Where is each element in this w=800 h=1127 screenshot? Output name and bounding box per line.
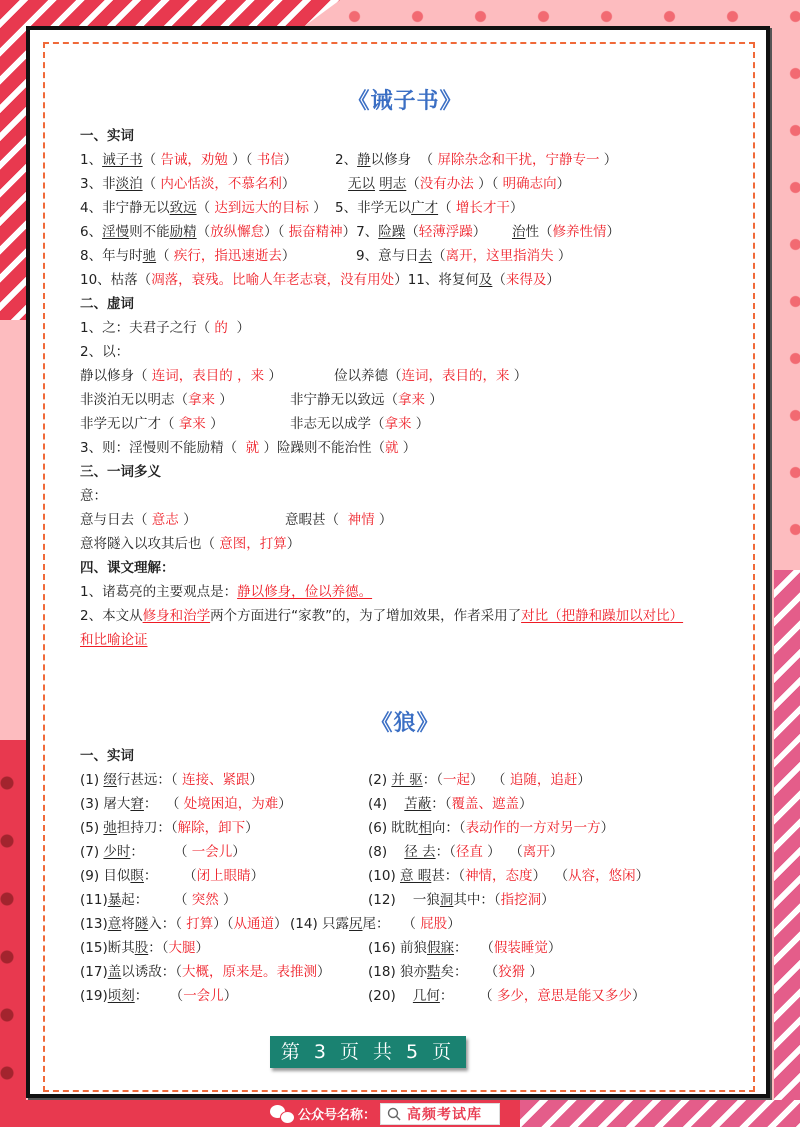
- lijie-line-2: 2、本文从修身和治学两个方面进行“家教”的，为了增加效果，作者采用了对比（把静和躁加以对比）: [80, 608, 684, 624]
- heading-lang-shici: 一、实词: [80, 748, 134, 764]
- duoyi-line-2: 意与日去（ 意志 ） 意暇甚（ 神情 ）: [80, 512, 393, 528]
- lang-row: [80, 840, 730, 864]
- xuci-line-1: 1、之：夫君子之行（ 的 ）: [80, 320, 250, 336]
- lang-item: (9) 目似瞑： （闭上眼睛）: [80, 868, 265, 884]
- lijie-line-3: 和比喻论证: [80, 632, 148, 648]
- lang-row: [80, 960, 730, 984]
- xuci-line-2: 2、以：: [80, 344, 130, 360]
- duoyi-line-1: 意：: [80, 488, 107, 504]
- lang-item: (20) 几何： （ 多少，意思是能又多少）: [368, 988, 646, 1004]
- lang-shici-list: [80, 768, 730, 1008]
- lang-item: (15)断其股：（大腿）: [80, 940, 209, 956]
- lang-row: [80, 864, 730, 888]
- wechat-icon: [270, 1105, 294, 1123]
- lang-item: (16) 前狼假寐： （假装睡觉）: [368, 940, 562, 956]
- lang-row: [80, 936, 730, 960]
- search-box[interactable]: 高频考试库: [380, 1103, 500, 1125]
- lang-item: (11)暴起： （ 突然 ）: [80, 892, 237, 908]
- lang-row: [80, 888, 730, 912]
- heading-lijie: 四、课文理解：: [80, 560, 175, 576]
- lang-item: (17)盖以诱敌：（大概，原来是。表推测）: [80, 964, 331, 980]
- duoyi-line-3: 意将隧入以攻其后也（ 意图，打算）: [80, 536, 301, 552]
- lang-item: (18) 狼亦黠矣： （狡猾 ）: [368, 964, 543, 980]
- heading-shici: 一、实词: [80, 128, 134, 144]
- section-title-lang: 《狼》: [370, 711, 440, 736]
- lang-item: (3) 屠大窘： （ 处境困迫，为难）: [80, 796, 292, 812]
- lijie-line-1: 1、诸葛亮的主要观点是：静以修身，俭以养德。: [80, 584, 373, 600]
- background-red-stripes-left: [0, 0, 26, 320]
- shici-row-4: 6、淫慢则不能励精（放纵懈怠）（ 振奋精神）7、险躁（轻薄浮躁） 治性（修养性情）: [80, 224, 620, 240]
- lang-item: (19)顷刻： （一会儿）: [80, 988, 238, 1004]
- heading-duoyi: 三、一词多义: [80, 464, 161, 480]
- background-pink-stripes-bottom: [520, 1100, 800, 1127]
- lang-item: (1) 缀行甚远：（ 连接、紧跟）: [80, 772, 263, 788]
- lang-row: [80, 984, 730, 1008]
- shici-row-3: 4、非宁静无以致远（ 达到远大的目标 ） 5、非学无以广才（ 增长才干）: [80, 200, 524, 216]
- lang-row: [80, 792, 730, 816]
- lang-item: (5) 弛担持刀：（解除，卸下）: [80, 820, 259, 836]
- xuci-line-6: 3、则：淫慢则不能励精（ 就 ）险躁则不能治性（就 ）: [80, 440, 417, 456]
- lang-row: [80, 816, 730, 840]
- xuci-line-5: 非学无以广才（ 拿来 ） 非志无以成学（拿来 ）: [80, 416, 430, 432]
- shici-row-6: 10、枯落（凋落，衰残。比喻人年老志衰，没有用处）11、将复何及（来得及）: [80, 272, 560, 288]
- lang-item: (7) 少时： （ 一会儿）: [80, 844, 246, 860]
- background-pink-stripes-right: [774, 570, 800, 1127]
- xuci-line-4: 非淡泊无以明志（拿来 ） 非宁静无以致远（拿来 ）: [80, 392, 443, 408]
- background-red-dots-left: [0, 740, 26, 1127]
- footer-bar: [270, 1100, 500, 1127]
- lang-item: (8) 径 去：（径直 ） （离开）: [368, 844, 564, 860]
- heading-xuci: 二、虚词: [80, 296, 134, 312]
- shici-row-1: 1、诫子书（ 告诫，劝勉 ）（ 书信） 2、静以修身 （ 屏除杂念和干扰，宁静专一 ）: [80, 152, 618, 168]
- footer-label: 公众号名称：: [270, 1104, 380, 1123]
- lang-item: (13)意将隧入：（ 打算）（从通道）: [80, 916, 288, 932]
- page-indicator: 第 3 页 共 5 页: [270, 1036, 466, 1068]
- lang-row: [80, 768, 730, 792]
- shici-row-5: 8、年与时驰（ 疾行，指迅速逝去） 9、意与日去（离开，这里指消失 ）: [80, 248, 572, 264]
- lang-item: (10) 意 暇甚：（神情，态度） （从容，悠闲）: [368, 868, 650, 884]
- search-icon: [387, 1107, 401, 1121]
- lang-item: (6) 眈眈相向：（表动作的一方对另一方）: [368, 820, 615, 836]
- lang-item: (4) 苫蔽：（覆盖、遮盖）: [368, 796, 533, 812]
- shici-row-2: 3、非淡泊（ 内心恬淡，不慕名利） 无以 明志（没有办法 ）（ 明确志向）: [80, 176, 571, 192]
- lang-item: (12) 一狼洞其中：（指挖洞）: [368, 892, 555, 908]
- lang-row: [80, 912, 730, 936]
- lang-item: (2) 并 驱：（一起） （ 追随，追赶）: [368, 772, 591, 788]
- document-content: [80, 80, 730, 1008]
- lang-item: (14) 只露尻尾： （ 屁股）: [290, 916, 461, 932]
- section-title-jiezishu: 《诫子书》: [347, 89, 463, 114]
- xuci-line-3: 静以修身（ 连词，表目的 ，来 ） 俭以养德（连词，表目的，来 ）: [80, 368, 528, 384]
